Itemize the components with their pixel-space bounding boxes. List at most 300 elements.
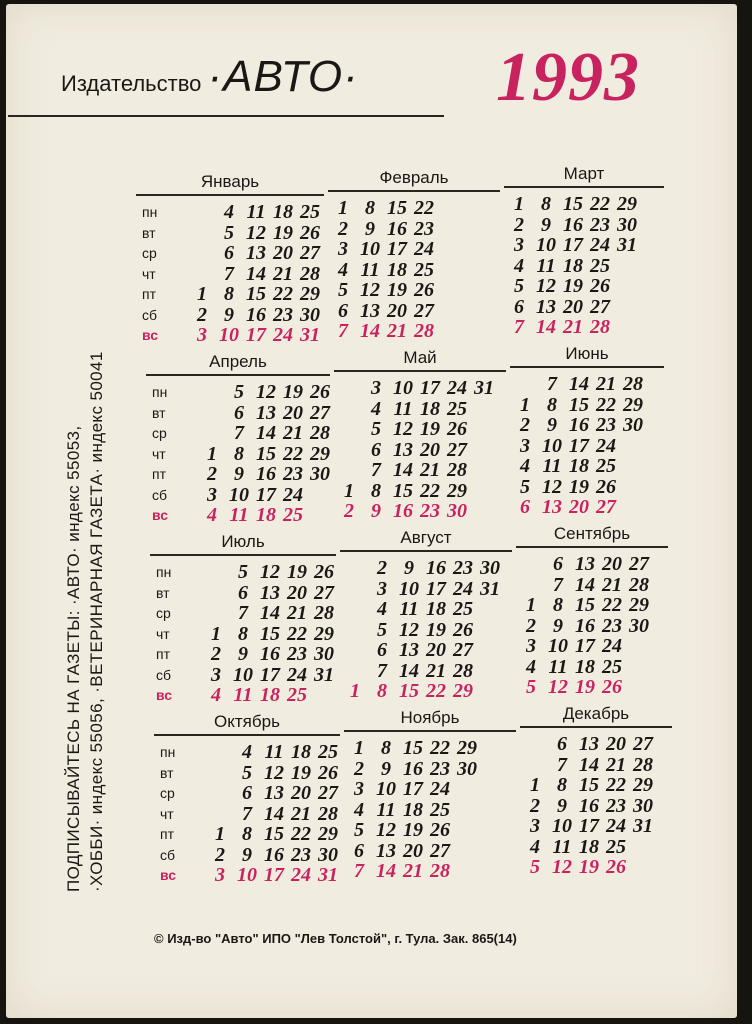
day-number: 25	[287, 684, 307, 706]
day-number: 13	[542, 496, 562, 518]
day-number: 2	[354, 757, 364, 780]
month-12	[520, 704, 672, 884]
publisher-prefix: Издательство	[61, 71, 202, 96]
day-number: 19	[273, 221, 293, 244]
day-number: 16	[260, 643, 280, 665]
day-number: 6	[553, 553, 563, 575]
day-number: 22	[602, 594, 622, 616]
day-number: 4	[377, 598, 387, 620]
day-number: 7	[553, 573, 563, 596]
day-number: 8	[234, 442, 244, 465]
day-number: 30	[310, 463, 330, 485]
day-number: 10	[542, 434, 562, 457]
day-number: 5	[238, 561, 248, 583]
day-number: 13	[260, 581, 280, 604]
day-number: 8	[377, 680, 387, 702]
day-number: 6	[238, 581, 248, 604]
day-number: 17	[563, 234, 583, 256]
day-number: 12	[256, 381, 276, 403]
day-number: 14	[536, 316, 556, 338]
day-number: 14	[399, 659, 419, 682]
day-number: 12	[264, 761, 284, 784]
day-number: 23	[602, 614, 622, 637]
weekday-label: чт	[156, 625, 170, 642]
day-number: 1	[207, 442, 217, 465]
month-8	[340, 528, 512, 708]
day-number: 15	[260, 622, 280, 645]
month-title: Март	[563, 164, 605, 183]
day-number: 25	[414, 258, 434, 281]
day-number: 25	[300, 201, 320, 223]
weekday-label: чт	[152, 445, 166, 462]
day-number: 11	[264, 741, 284, 763]
month-rule	[146, 374, 330, 376]
day-number: 29	[318, 823, 338, 845]
day-number: 10	[399, 577, 419, 600]
day-number: 15	[393, 479, 413, 502]
day-number: 9	[553, 614, 563, 637]
day-number: 6	[377, 639, 387, 661]
day-number: 8	[242, 823, 252, 845]
day-number: 14	[579, 753, 599, 776]
weekday-label: вт	[152, 404, 166, 421]
day-number: 1	[520, 393, 530, 416]
day-number: 21	[387, 320, 407, 342]
day-number: 13	[246, 242, 266, 264]
month-rule	[340, 550, 512, 552]
day-number: 25	[447, 397, 467, 420]
day-number: 19	[569, 475, 589, 498]
day-number: 5	[530, 856, 540, 878]
day-number: 31	[633, 815, 653, 837]
month-title: Май	[403, 348, 437, 367]
day-number: 17	[575, 635, 595, 657]
weekday-label: пн	[142, 204, 158, 220]
day-number: 30	[629, 614, 649, 637]
day-number: 19	[575, 676, 595, 698]
day-number: 24	[453, 577, 473, 600]
day-number: 24	[273, 324, 293, 346]
day-number: 5	[338, 279, 348, 301]
day-number: 12	[376, 819, 396, 841]
weekday-label: пн	[152, 384, 168, 400]
day-number: 27	[590, 295, 610, 318]
day-number: 2	[215, 843, 225, 866]
day-number: 30	[633, 794, 653, 817]
day-number: 26	[602, 676, 622, 698]
day-number: 30	[300, 303, 320, 326]
day-number: 28	[590, 316, 610, 338]
day-number: 7	[338, 320, 348, 342]
day-number: 22	[430, 737, 450, 759]
day-number: 24	[596, 434, 616, 457]
day-number: 22	[273, 283, 293, 305]
day-number: 31	[474, 377, 494, 399]
day-number: 26	[414, 279, 434, 301]
day-number: 19	[426, 618, 446, 641]
weekday-label: вс	[156, 687, 173, 703]
imprint-text: © Изд-во "Авто" ИПО "Лев Толстой", г. Тула. Зак. 865(14)	[154, 931, 517, 946]
day-number: 30	[318, 843, 338, 866]
day-number: 22	[291, 823, 311, 845]
day-number: 17	[264, 864, 284, 886]
day-number: 17	[403, 778, 423, 800]
day-number: 14	[246, 262, 266, 285]
day-number: 9	[541, 213, 551, 236]
day-number: 3	[514, 234, 524, 256]
day-number: 17	[256, 483, 276, 506]
day-number: 3	[526, 635, 536, 657]
day-number: 6	[354, 839, 364, 862]
header-rule	[8, 115, 444, 117]
day-number: 1	[354, 737, 364, 759]
day-number: 15	[403, 737, 423, 759]
day-number: 27	[414, 299, 434, 322]
day-number: 8	[381, 737, 391, 759]
day-number: 27	[314, 581, 334, 604]
day-number: 16	[563, 213, 583, 236]
day-number: 18	[420, 397, 440, 420]
day-number: 6	[224, 242, 234, 264]
calendar-year: 1993	[496, 39, 640, 116]
day-number: 14	[264, 802, 284, 825]
day-number: 14	[256, 422, 276, 444]
day-number: 20	[283, 401, 303, 424]
month-10	[154, 712, 340, 892]
day-number: 13	[256, 401, 276, 424]
day-number: 21	[291, 802, 311, 825]
day-number: 13	[376, 839, 396, 862]
day-number: 11	[360, 258, 380, 281]
weekday-label: сб	[152, 486, 168, 503]
month-rule	[504, 186, 664, 188]
day-number: 29	[633, 774, 653, 796]
day-number: 16	[579, 794, 599, 817]
weekday-label: чт	[142, 265, 156, 282]
day-number: 8	[557, 774, 567, 796]
day-number: 12	[548, 676, 568, 698]
day-number: 3	[354, 778, 364, 800]
month-3	[504, 164, 664, 344]
day-number: 31	[314, 663, 334, 686]
day-number: 14	[260, 602, 280, 624]
publisher-brand: ·АВТО·	[207, 52, 359, 101]
day-number: 5	[354, 819, 364, 841]
day-number: 2	[207, 463, 217, 485]
day-number: 28	[453, 659, 473, 682]
day-number: 1	[350, 680, 360, 702]
day-number: 27	[629, 553, 649, 575]
day-number: 16	[246, 303, 266, 326]
day-number: 3	[338, 238, 348, 260]
month-title: Август	[400, 528, 452, 547]
weekday-label: ср	[156, 605, 171, 621]
day-number: 10	[229, 483, 249, 506]
day-number: 30	[314, 643, 334, 665]
day-number: 3	[520, 434, 530, 457]
day-number: 18	[579, 835, 599, 858]
day-number: 29	[447, 479, 467, 502]
day-number: 17	[426, 577, 446, 600]
day-number: 4	[514, 254, 524, 277]
day-number: 10	[237, 864, 257, 886]
day-number: 15	[575, 594, 595, 616]
day-number: 28	[300, 262, 320, 285]
day-number: 1	[197, 283, 207, 305]
day-number: 23	[596, 414, 616, 436]
day-number: 11	[229, 504, 249, 526]
day-number: 13	[579, 733, 599, 755]
day-number: 14	[575, 573, 595, 596]
day-number: 25	[606, 835, 626, 858]
day-number: 28	[314, 602, 334, 624]
day-number: 2	[211, 643, 221, 665]
day-number: 3	[197, 324, 207, 346]
day-number: 15	[399, 680, 419, 702]
day-number: 11	[399, 598, 419, 620]
day-number: 23	[283, 463, 303, 485]
day-number: 4	[338, 258, 348, 281]
day-number: 31	[300, 324, 320, 346]
day-number: 24	[283, 483, 303, 506]
month-5	[334, 348, 506, 528]
day-number: 21	[420, 459, 440, 481]
day-number: 2	[514, 213, 524, 236]
month-title: Ноябрь	[400, 708, 460, 727]
day-number: 11	[233, 684, 253, 706]
day-number: 3	[371, 377, 381, 399]
day-number: 28	[633, 753, 653, 776]
day-number: 20	[569, 496, 589, 518]
day-number: 20	[426, 639, 446, 661]
weekday-label: вт	[142, 224, 156, 241]
day-number: 6	[557, 733, 567, 755]
day-number: 20	[273, 242, 293, 264]
day-number: 13	[399, 639, 419, 661]
day-number: 8	[553, 594, 563, 616]
day-number: 28	[310, 422, 330, 444]
day-number: 9	[547, 414, 557, 436]
day-number: 26	[590, 275, 610, 297]
month-title: Февраль	[379, 168, 449, 187]
day-number: 6	[242, 782, 252, 804]
day-number: 20	[420, 438, 440, 461]
day-number: 15	[256, 442, 276, 465]
month-7	[150, 532, 336, 712]
day-number: 19	[563, 275, 583, 297]
day-number: 9	[365, 217, 375, 240]
month-rule	[344, 730, 516, 732]
day-number: 4	[530, 835, 540, 858]
day-number: 10	[360, 238, 380, 260]
day-number: 4	[520, 455, 530, 477]
day-number: 29	[453, 680, 473, 702]
day-number: 20	[287, 581, 307, 604]
day-number: 6	[520, 496, 530, 518]
day-number: 29	[314, 622, 334, 645]
day-number: 7	[234, 422, 244, 444]
day-number: 27	[596, 496, 616, 518]
day-number: 3	[377, 577, 387, 600]
day-number: 27	[447, 438, 467, 461]
day-number: 23	[590, 213, 610, 236]
day-number: 21	[273, 262, 293, 285]
day-number: 25	[430, 798, 450, 821]
day-number: 29	[623, 393, 643, 416]
day-number: 8	[365, 197, 375, 219]
day-number: 20	[403, 839, 423, 862]
day-number: 5	[377, 618, 387, 641]
day-number: 1	[344, 479, 354, 502]
month-9	[516, 524, 668, 704]
day-number: 28	[414, 320, 434, 342]
day-number: 23	[414, 217, 434, 240]
weekday-label: вт	[156, 584, 170, 601]
day-number: 4	[242, 741, 252, 763]
month-title: Апрель	[209, 352, 267, 371]
weekday-label: ср	[160, 785, 175, 801]
day-number: 20	[387, 299, 407, 322]
month-rule	[150, 554, 336, 556]
month-rule	[516, 546, 668, 548]
day-number: 19	[579, 856, 599, 878]
day-number: 24	[447, 377, 467, 399]
day-number: 5	[526, 676, 536, 698]
month-title: Июль	[221, 532, 265, 551]
day-number: 30	[617, 213, 637, 236]
day-number: 14	[360, 320, 380, 342]
day-number: 26	[314, 561, 334, 583]
day-number: 22	[287, 622, 307, 645]
day-number: 6	[338, 299, 348, 322]
day-number: 11	[393, 397, 413, 420]
day-number: 15	[569, 393, 589, 416]
weekday-label: сб	[156, 666, 172, 683]
day-number: 8	[371, 479, 381, 502]
day-number: 18	[260, 684, 280, 706]
weekday-label: вс	[142, 327, 159, 343]
day-number: 16	[387, 217, 407, 240]
day-number: 16	[264, 843, 284, 866]
day-number: 27	[633, 733, 653, 755]
month-title: Декабрь	[562, 704, 630, 723]
day-number: 27	[310, 401, 330, 424]
day-number: 19	[291, 761, 311, 784]
day-number: 11	[548, 655, 568, 678]
month-rule	[334, 370, 506, 372]
day-number: 2	[197, 303, 207, 326]
day-number: 19	[283, 381, 303, 403]
day-number: 15	[579, 774, 599, 796]
day-number: 7	[238, 602, 248, 624]
day-number: 11	[536, 254, 556, 277]
day-number: 1	[338, 197, 348, 219]
day-number: 26	[310, 381, 330, 403]
day-number: 4	[224, 201, 234, 223]
day-number: 11	[542, 455, 562, 477]
day-number: 9	[371, 500, 381, 522]
day-number: 11	[246, 201, 266, 223]
day-number: 7	[371, 459, 381, 481]
day-number: 22	[414, 197, 434, 219]
day-number: 18	[569, 455, 589, 477]
day-number: 15	[563, 193, 583, 215]
day-number: 7	[242, 802, 252, 825]
day-number: 24	[287, 663, 307, 686]
day-number: 16	[426, 557, 446, 579]
day-number: 5	[371, 418, 381, 440]
day-number: 20	[291, 782, 311, 804]
day-number: 24	[414, 238, 434, 260]
day-number: 9	[557, 794, 567, 817]
day-number: 18	[291, 741, 311, 763]
day-number: 21	[403, 860, 423, 882]
weekday-label: ср	[152, 425, 167, 441]
day-number: 7	[547, 373, 557, 395]
day-number: 13	[393, 438, 413, 461]
day-number: 16	[256, 463, 276, 485]
day-number: 9	[404, 557, 414, 579]
day-number: 10	[376, 778, 396, 800]
day-number: 31	[480, 577, 500, 600]
day-number: 23	[430, 757, 450, 780]
day-number: 12	[260, 561, 280, 583]
weekday-label: ср	[142, 245, 157, 261]
day-number: 24	[291, 864, 311, 886]
day-number: 4	[371, 397, 381, 420]
day-number: 2	[338, 217, 348, 240]
day-number: 19	[420, 418, 440, 440]
day-number: 29	[457, 737, 477, 759]
month-rule	[136, 194, 324, 196]
day-number: 26	[596, 475, 616, 498]
day-number: 5	[520, 475, 530, 498]
day-number: 25	[453, 598, 473, 620]
day-number: 12	[393, 418, 413, 440]
day-number: 24	[430, 778, 450, 800]
day-number: 9	[242, 843, 252, 866]
day-number: 8	[238, 622, 248, 645]
day-number: 21	[602, 573, 622, 596]
day-number: 16	[393, 500, 413, 522]
day-number: 27	[430, 839, 450, 862]
day-number: 1	[514, 193, 524, 215]
month-6	[510, 344, 664, 524]
day-number: 19	[387, 279, 407, 301]
weekday-label: сб	[160, 846, 176, 863]
day-number: 25	[596, 455, 616, 477]
day-number: 10	[219, 324, 239, 346]
day-number: 18	[256, 504, 276, 526]
day-number: 28	[629, 573, 649, 596]
month-title: Январь	[200, 172, 260, 191]
day-number: 12	[536, 275, 556, 297]
day-number: 22	[426, 680, 446, 702]
day-number: 21	[563, 316, 583, 338]
day-number: 10	[393, 377, 413, 399]
day-number: 4	[354, 798, 364, 821]
day-number: 31	[617, 234, 637, 256]
month-11	[344, 708, 516, 888]
day-number: 4	[526, 655, 536, 678]
day-number: 26	[430, 819, 450, 841]
weekday-label: чт	[160, 805, 174, 822]
day-number: 26	[447, 418, 467, 440]
day-number: 17	[387, 238, 407, 260]
day-number: 6	[371, 438, 381, 461]
day-number: 5	[224, 221, 234, 244]
day-number: 5	[234, 381, 244, 403]
